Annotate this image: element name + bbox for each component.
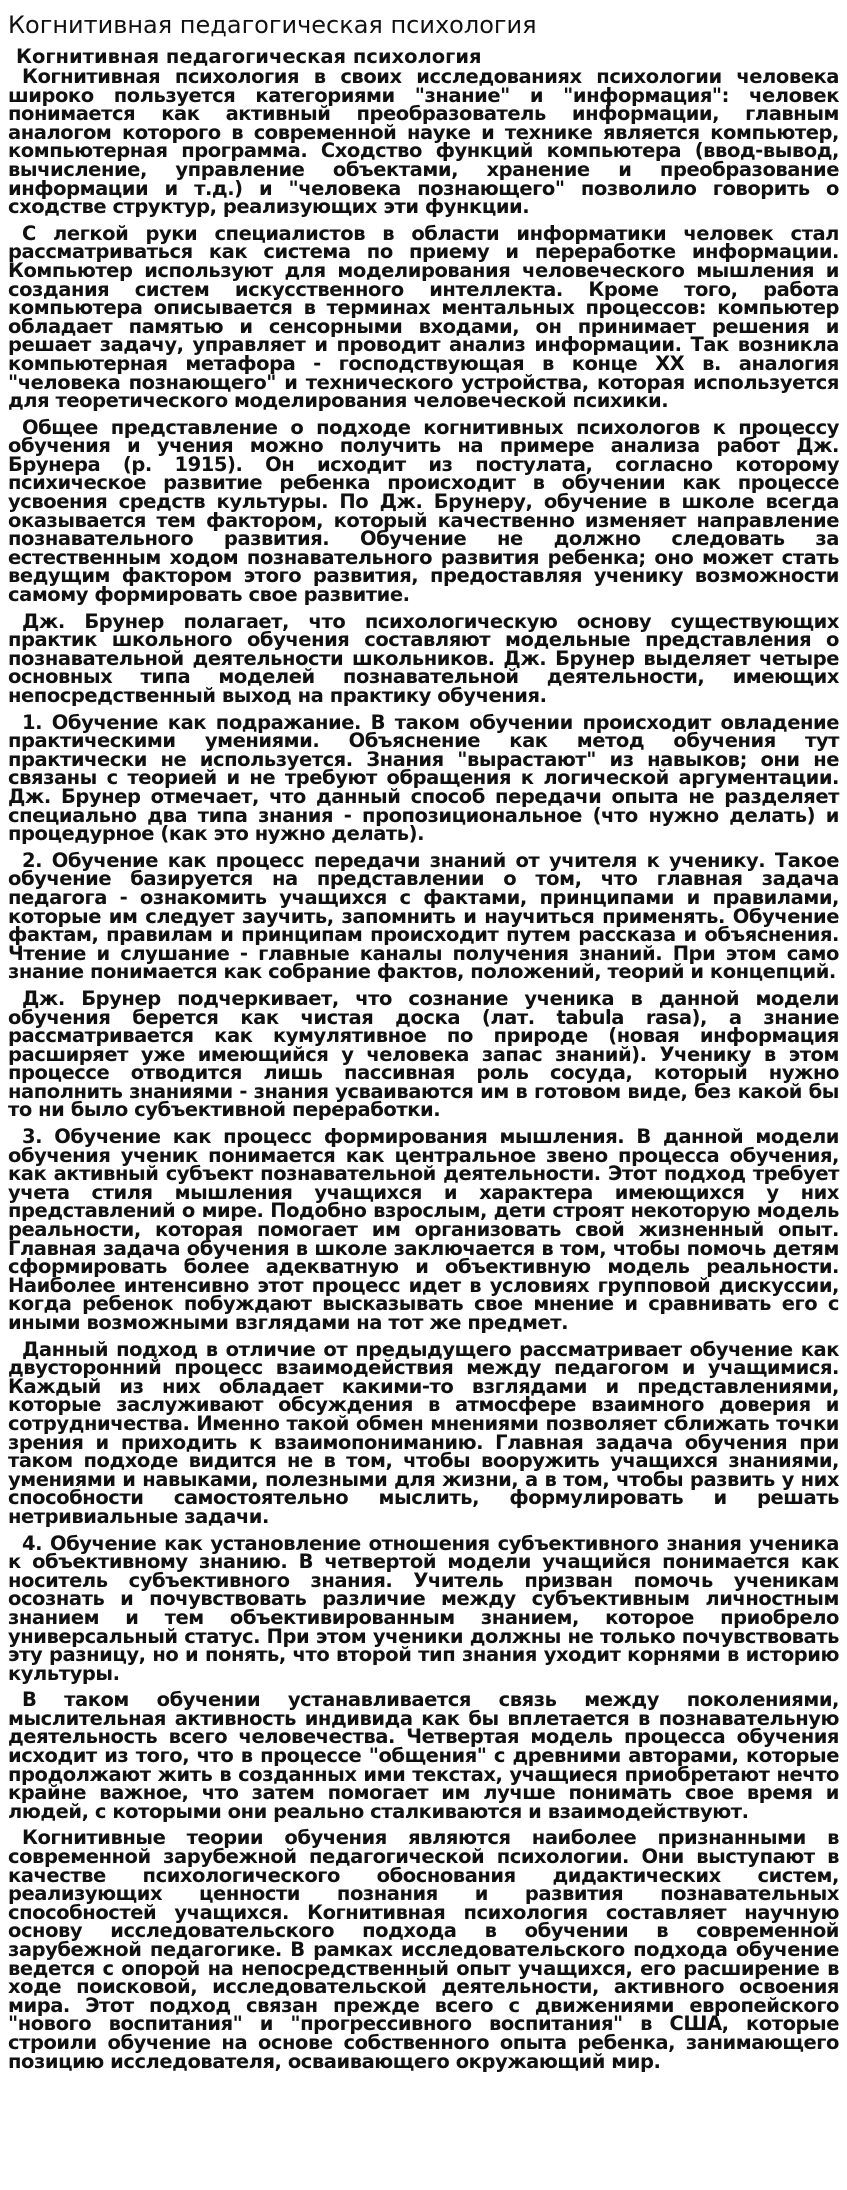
paragraph-10: 4. Обучение как установление отношения субъективного знания ученика к объективному знанию. В четвертой модели учащийся понимается как носитель субъективного знания. Учитель призван помочь ученикам осознать и почувствовать различие между субъективным личностным знанием и тем объективированным знанием, которое приобрело универсальный статус. При этом ученики должны не только почувствовать эту разницу, но и понять, что второй тип знания уходит корнями в историю культуры. (8, 1531, 839, 1685)
paragraph-3: Общее представление о подходе когнитивных психологов к процессу обучения и учения можно получить на примере анализа работ Дж. Брунера (р. 1915). Он исходит из постулата, согласно которому психическое развитие ребенка происходит в обучении как процессе усвоения средств культуры. По Дж. Брунеру, обучение в школе всегда оказывается тем фактором, который качественно изменяет направление познавательного развития. Обучение не должно следовать за естественным ходом познавательного развития ребенка; оно может стать ведущим фактором этого развития, предоставляя ученику возможности самому формировать свое развитие. (8, 415, 839, 607)
paragraph-1: Когнитивная психология в своих исследованиях психологии человека широко пользуется категориями "знание" и "информация": человек понимается как активный преобразователь информации, главным аналогом которого в современной науке и технике является компьютер, компьютерная программа. Сходство функций компьютера (ввод-вывод, вычисление, управление объектами, хранение и преобразование информации и т.д.) и "человека познающего" позволило говорить о сходстве структур, реализующих эти функции. (8, 65, 839, 219)
article-heading: Когнитивная педагогическая психология (16, 45, 482, 68)
article-body (8, 65, 839, 2073)
paragraph-8: 3. Обучение как процесс формирования мышления. В данной модели обучения ученик понимается как центральное звено процесса обучения, как активный субъект познавательной деятельности. Этот подход требует учета стиля мышления учащихся и характера имеющихся у них представлений о мире. Подобно взрослым, дети строят некоторую модель реальности, которая помогает им организовать свой жизненный опыт. Главная задача обучения в школе заключается в том, чтобы помочь детям сформировать более адекватную и объективную модель реальности. Наиболее интенсивно этот процесс идет в условиях групповой дискуссии, когда ребенок побуждают высказывать свое мнение и сравнивать его с иными возможными взглядами на тот же предмет. (8, 1125, 839, 1334)
paragraph-4: Дж. Брунер полагает, что психологическую основу существующих практик школьного обучения составляют модельные представления о познавательной деятельности школьников. Дж. Брунер выделяет четыре основных типа моделей познавательной деятельности, имеющих непосредственный выход на практику обучения. (8, 609, 839, 707)
paragraph-5: 1. Обучение как подражание. В таком обучении происходит овладение практическими умениями. Объяснение как метод обучения тут практически не используется. Знания "вырастают" из навыков; они не связаны с теорией и не требуют обращения к логической аргументации. Дж. Брунер отмечает, что данный способ передачи опыта не разделяет специально два типа знания - пропозициональное (что нужно делать) и процедурное (как это нужно делать). (8, 710, 839, 846)
paragraph-7: Дж. Брунер подчеркивает, что сознание ученика в данной модели обучения берется как чистая доска (лат. tabula rasa), а знание рассматривается как кумулятивное по природе (новая информация расширяет уже имеющийся у человека запас знаний). Ученику в этом процессе отводится лишь пассивная роль сосуда, который нужно наполнить знаниями - знания усваиваются им в готовом виде, без какой бы то ни было субъективной переработки. (8, 986, 839, 1122)
paragraph-6: 2. Обучение как процесс передачи знаний от учителя к ученику. Такое обучение базируется на представлении о том, что главная задача педагога - ознакомить учащихся с фактами, принципами и правилами, которые им следует заучить, запомнить и научиться применять. Обучение фактам, правилам и принципам происходит путем рассказа и объяснения. Чтение и слушание - главные каналы получения знаний. При этом само знание понимается как собрание фактов, положений, теорий и концепций. (8, 848, 839, 984)
paragraph-2: С легкой руки специалистов в области информатики человек стал рассматриваться как система по приему и переработке информации. Компьютер используют для моделирования человеческого мышления и создания систем искусственного интеллекта. Кроме того, работа компьютера описывается в терминах ментальных процессов: компьютер обладает памятью и сенсорными входами, он принимает решения и решает задачу, управляет и проводит анализ информации. Так возникла компьютерная метафора - господствующая в конце XX в. аналогия "человека познающего" и технического устройства, которая используется для теоретического моделирования человеческой психики. (8, 221, 839, 413)
paragraph-11: В таком обучении устанавливается связь между поколениями, мыслительная активность индивида как бы вплетается в познавательную деятельность всего человечества. Четвертая модель процесса обучения исходит из того, что в процессе "общения" с древними авторами, которые продолжают жить в созданных ими текстах, учащиеся приобретают нечто крайне важное, что затем помогает им лучше понимать свое время и людей, с которыми они реально сталкиваются и взаимодействуют. (8, 1688, 839, 1823)
page-title: Когнитивная педагогическая психология (8, 11, 537, 39)
paragraph-9: Данный подход в отличие от предыдущего рассматривает обучение как двусторонний процесс взаимодействия между педагогом и учащимися. Каждый из них обладает какими-то взглядами и представлениями, которые заслуживают обсуждения в атмосфере взаимного доверия и сотрудничества. Именно такой обмен мнениями позволяет сближать точки зрения и приходить к взаимопониманию. Главная задача обучения при таком подходе видится не в том, чтобы вооружить учащихся знаниями, умениями и навыками, полезными для жизни, а в том, чтобы развить у них способности самостоятельно мыслить, формулировать и решать нетривиальные задачи. (8, 1337, 839, 1528)
paragraph-12: Когнитивные теории обучения являются наиболее признанными в современной зарубежной педагогической психологии. Они выступают в качестве психологического обоснования дидактических систем, реализующих ценности познания и развития познавательных способностей учащихся. Когнитивная психология составляет научную основу исследовательского подхода в обучении в современной зарубежной педагогике. В рамках исследовательского подхода обучение ведется с опорой на непосредственный опыт учащихся, его расширение в ходе поисковой, исследовательской деятельности, активного освоения мира. Этот подход связан прежде всего с движениями европейского "нового воспитания" и "прогрессивного воспитания" в США, которые строили обучение на основе собственного опыта ребенка, занимающего позицию исследователя, осваивающего окружающий мир. (8, 1826, 839, 2073)
